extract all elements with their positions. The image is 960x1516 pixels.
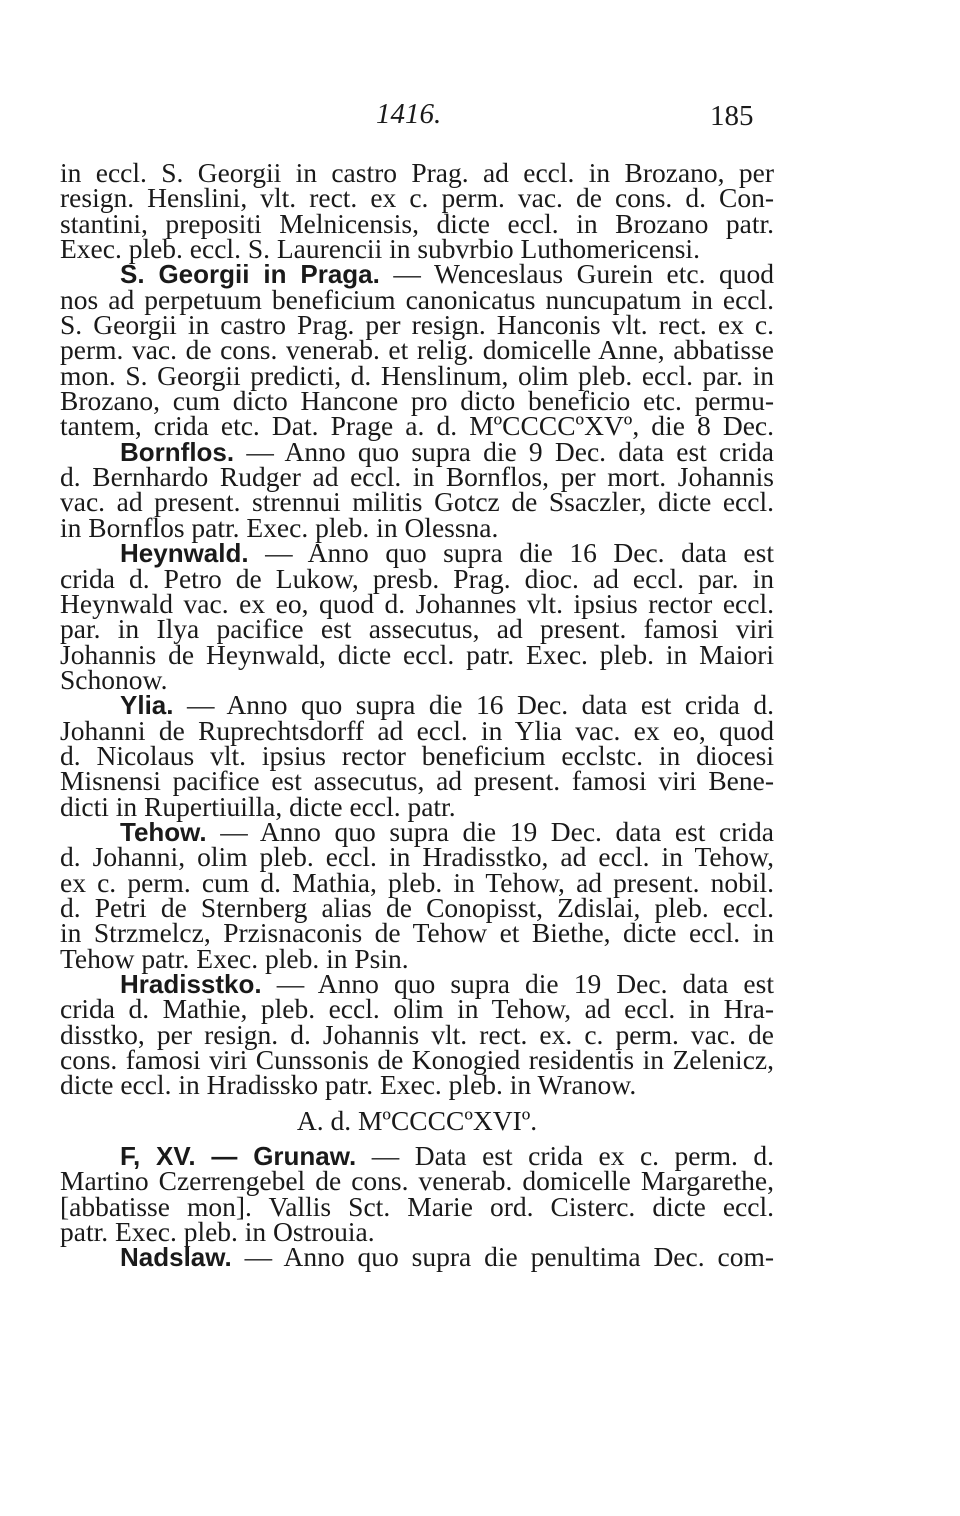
line-text: stantini, prepositi Melnicensis, dicte eccl. in Brozano patr. bbox=[60, 207, 774, 239]
line-text: crida d. Mathie, pleb. eccl. olim in Tehow, ad eccl. in Hra- bbox=[60, 993, 774, 1025]
line-text: d. Johanni, olim pleb. eccl. in Hradisstko, ad eccl. in Tehow, bbox=[60, 841, 774, 873]
line-text: A. d. MºCCCCºXVIº. bbox=[296, 1104, 538, 1136]
entry-first-line bbox=[60, 1241, 774, 1273]
line-text: — Anno quo supra die 16 Dec. data est crida d. bbox=[173, 689, 774, 721]
line-text: — Wenceslaus Gurein etc. quod bbox=[379, 258, 774, 290]
line-text: crida d. Petro de Lukow, presb. Prag. dioc. ad eccl. par. in bbox=[60, 562, 774, 594]
line-text: Johanni de Ruprechtsdorff ad eccl. in Ylia vac. ex eo, quod bbox=[60, 714, 774, 746]
place-heading: Bornflos. bbox=[120, 436, 235, 467]
line-text: d. Nicolaus vlt. ipsius rector beneficium ecclstc. in diocesi bbox=[60, 739, 774, 771]
line-text: par. in Ilya pacifice est assecutus, ad present. famosi viri bbox=[60, 613, 774, 645]
line-text: patr. Exec. pleb. in Ostrouia. bbox=[60, 1216, 375, 1248]
running-header bbox=[60, 0, 774, 160]
line-text: d. Bernhardo Rudger ad eccl. in Bornflos, per mort. Johannis bbox=[60, 461, 774, 493]
line-text: cons. famosi viri Cunssonis de Konogied residentis in Zelenicz, bbox=[60, 1044, 774, 1076]
document-page bbox=[60, 0, 774, 1273]
line-text: — Anno quo supra die penultima Dec. com- bbox=[231, 1241, 774, 1273]
line-text: dicti in Rupertiuilla, dicte eccl. patr. bbox=[60, 790, 456, 822]
line-text: dicte eccl. in Hradissko patr. Exec. pleb. in Wranow. bbox=[60, 1069, 637, 1101]
text-line bbox=[60, 1069, 774, 1101]
line-text: Exec. pleb. eccl. S. Laurencii in subvrbio Luthomericensi. bbox=[60, 233, 700, 265]
line-text: d. Petri de Sternberg alias de Conopisst, Zdislai, pleb. eccl. bbox=[60, 891, 774, 923]
place-heading: Heynwald. bbox=[120, 538, 249, 569]
line-text: in Bornflos patr. Exec. pleb. in Olessna. bbox=[60, 511, 499, 543]
line-text: Heynwald vac. ex eo, quod d. Johannes vlt. ipsius rector eccl. bbox=[60, 587, 774, 619]
line-text: nos ad perpetuum beneficium canonicatus nuncupatum in eccl. bbox=[60, 283, 774, 315]
line-text: resign. Henslini, vlt. rect. ex c. perm. vac. de cons. d. Con- bbox=[60, 182, 774, 214]
place-heading: S. Georgii in Praga. bbox=[120, 259, 380, 290]
place-heading: Nadslaw. bbox=[120, 1242, 232, 1273]
line-text: vac. ad present. strennui militis Gotcz de Ssaczler, dicte eccl. bbox=[60, 486, 774, 518]
line-text: Brozano, cum dicto Hancone pro dicto beneficio etc. permu- bbox=[60, 385, 774, 417]
line-text: Johannis de Heynwald, dicte eccl. patr. Exec. pleb. in Maiori bbox=[60, 638, 774, 670]
year-heading bbox=[60, 1104, 774, 1136]
line-text: mon. S. Georgii predicti, d. Henslinum, olim pleb. eccl. par. in bbox=[60, 359, 774, 391]
line-text: Schonow. bbox=[60, 663, 168, 695]
line-text: — Anno quo supra die 19 Dec. data est bbox=[261, 968, 774, 999]
line-text: perm. vac. de cons. venerab. et relig. domicelle Anne, abbatisse bbox=[60, 334, 774, 366]
place-heading: Tehow. bbox=[120, 816, 207, 847]
line-text: — Anno quo supra die 9 Dec. data est crida bbox=[234, 435, 774, 467]
line-text: tantem, crida etc. Dat. Prage a. d. MºCCCCºXVº, die 8 Dec. bbox=[60, 410, 774, 442]
line-text: ex c. perm. cum d. Mathia, pleb. in Tehow, ad present. nobil. bbox=[60, 866, 774, 898]
line-text: Misnensi pacifice est assecutus, ad present. famosi viri Bene- bbox=[60, 765, 774, 797]
line-text: in eccl. S. Georgii in castro Prag. ad eccl. in Brozano, per bbox=[60, 157, 774, 188]
line-text: S. Georgii in castro Prag. per resign. Hanconis vlt. rect. ex c. bbox=[60, 309, 774, 341]
header-year: 1416. bbox=[376, 98, 442, 130]
line-text: — Anno quo supra die 19 Dec. data est crida bbox=[206, 815, 774, 847]
line-text: — Data est crida ex c. perm. d. bbox=[356, 1140, 774, 1172]
place-heading: Ylia. bbox=[120, 690, 174, 721]
page-number: 185 bbox=[710, 100, 754, 132]
line-text: in Strzmelcz, Przisnaconis de Tehow et Biethe, dicte eccl. in bbox=[60, 917, 774, 949]
place-heading: Hradisstko. bbox=[120, 969, 262, 999]
line-text: Tehow patr. Exec. pleb. in Psin. bbox=[60, 942, 409, 974]
line-text: Martino Czerrengebel de cons. venerab. domicelle Margarethe, bbox=[60, 1165, 774, 1197]
line-text: disstko, per resign. d. Johannis vlt. rect. ex. c. perm. vac. de bbox=[60, 1018, 774, 1050]
place-heading: F, XV. — Grunaw. bbox=[120, 1141, 357, 1172]
line-text: — Anno quo supra die 16 Dec. data est bbox=[248, 537, 774, 569]
body-text bbox=[60, 157, 774, 1273]
line-text: [abbatisse mon]. Vallis Sct. Marie ord. Cisterc. dicte eccl. bbox=[60, 1190, 774, 1222]
